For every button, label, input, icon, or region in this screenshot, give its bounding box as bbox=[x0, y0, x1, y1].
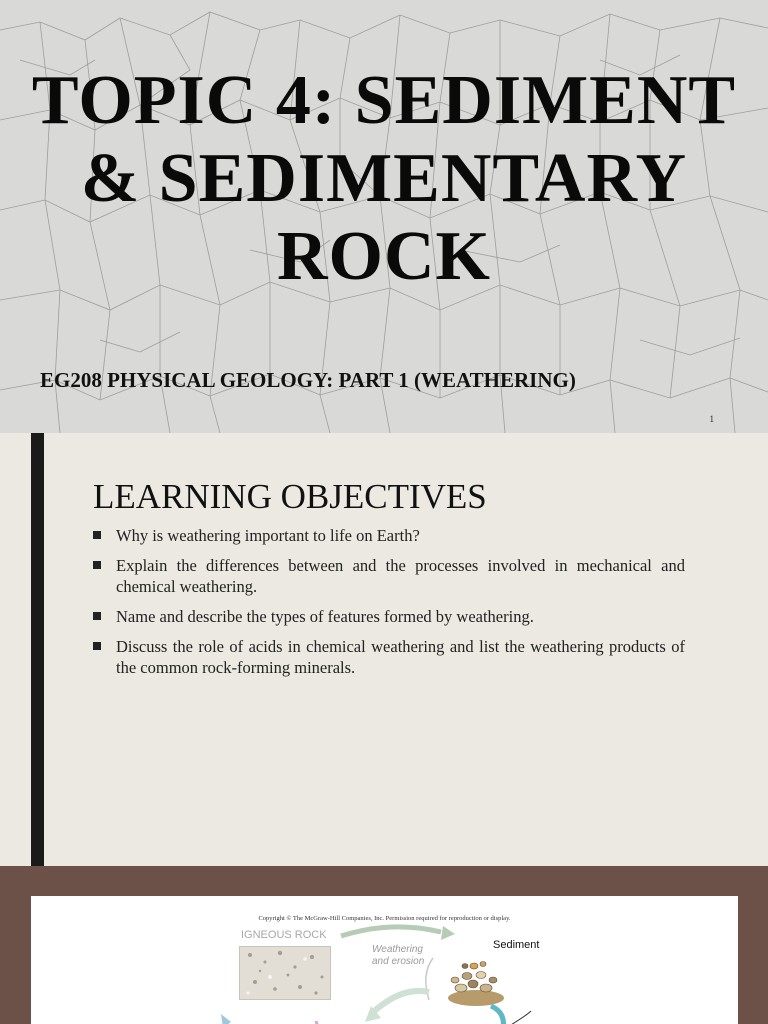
square-bullet-icon bbox=[93, 642, 101, 650]
list-item bbox=[93, 606, 685, 627]
objectives-list bbox=[93, 525, 685, 687]
title-line-3: ROCK bbox=[277, 218, 491, 295]
weathering-label-line-1: Weathering bbox=[372, 944, 423, 955]
list-item bbox=[93, 555, 685, 597]
square-bullet-icon bbox=[93, 561, 101, 569]
page-number: 1 bbox=[709, 414, 714, 424]
weathering-label-line-2: and erosion bbox=[372, 956, 425, 967]
rock-cycle-slide bbox=[0, 866, 768, 1024]
sediment-label: Sediment bbox=[493, 939, 540, 951]
objective-text: Explain the differences between and the processes involved in mechanical and chemical weathering. bbox=[116, 556, 685, 596]
objective-text: Name and describe the types of features formed by weathering. bbox=[116, 607, 534, 626]
title-line-2: & SEDIMENTARY bbox=[80, 140, 688, 217]
copyright-notice: Copyright © The McGraw-Hill Companies, Inc. Permission required for reproduction or display. bbox=[258, 915, 511, 922]
title-line-1: TOPIC 4: SEDIMENT bbox=[31, 62, 737, 139]
slide-title bbox=[0, 62, 768, 296]
objectives-slide bbox=[0, 433, 768, 866]
accent-bar bbox=[31, 433, 44, 866]
objective-text: Discuss the role of acids in chemical weathering and list the weathering products of the common rock-forming minerals. bbox=[116, 637, 685, 677]
igneous-rock-label: IGNEOUS ROCK bbox=[241, 929, 327, 941]
square-bullet-icon bbox=[93, 612, 101, 620]
list-item bbox=[93, 525, 685, 546]
objectives-heading: LEARNING OBJECTIVES bbox=[93, 477, 487, 516]
title-slide bbox=[0, 0, 768, 433]
objective-text: Why is weathering important to life on Earth? bbox=[116, 526, 420, 545]
square-bullet-icon bbox=[93, 531, 101, 539]
slide-subtitle: EG208 PHYSICAL GEOLOGY: PART 1 (WEATHERING) bbox=[40, 368, 576, 392]
rock-cycle-arrows bbox=[31, 896, 738, 1024]
list-item bbox=[93, 636, 685, 678]
figure-card bbox=[31, 896, 738, 1024]
